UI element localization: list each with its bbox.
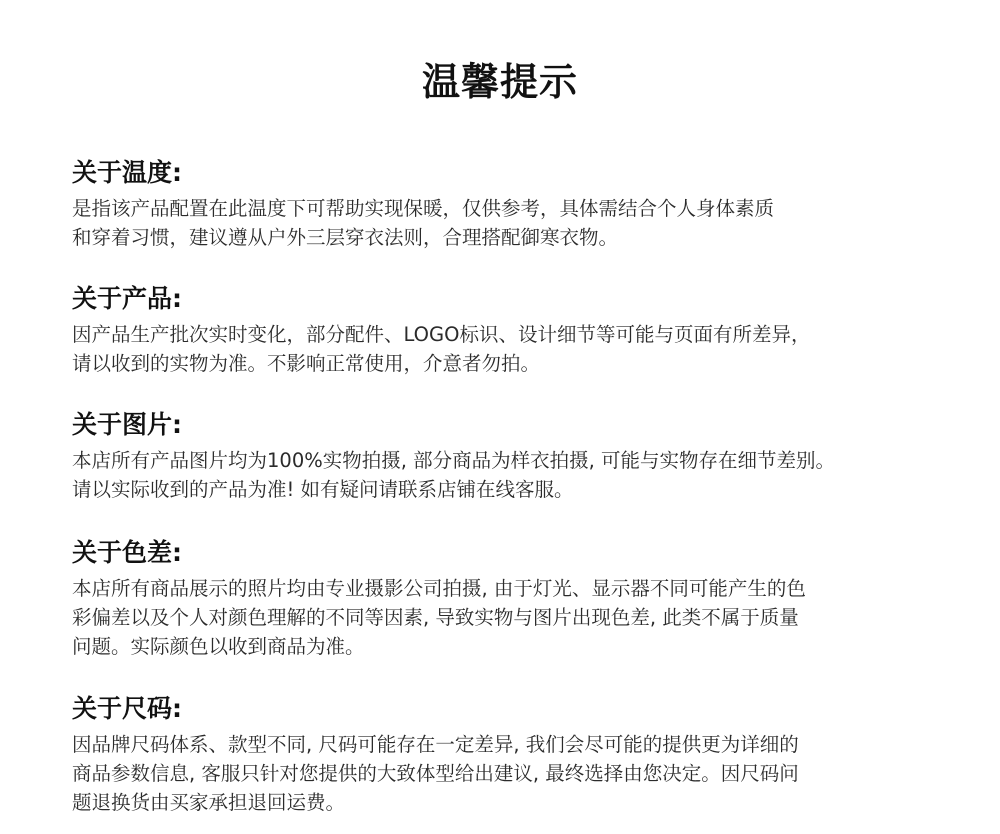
section-heading: 关于温度: [72, 158, 182, 187]
section-product [72, 282, 952, 378]
body-line: 本店所有商品展示的照片均由专业摄影公司拍摄, 由于灯光、显示器不同可能产生的色 [72, 577, 806, 600]
body-line: 请以收到的实物为准。不影响正常使用，介意者勿拍。 [72, 352, 541, 375]
section-body [72, 730, 952, 817]
section-temperature [72, 156, 952, 252]
body-line: 本店所有产品图片均为100%实物拍摄, 部分商品为样衣拍摄, 可能与实物存在细节差别。 [72, 449, 836, 472]
section-body [72, 446, 952, 504]
section-color-difference [72, 536, 952, 661]
section-heading: 关于产品: [72, 284, 182, 313]
body-line: 题退换货由买家承担退回运费。 [72, 791, 346, 814]
section-images [72, 408, 952, 504]
body-line: 是指该产品配置在此温度下可帮助实现保暖，仅供参考，具体需结合个人身体素质 [72, 197, 775, 220]
section-body [72, 194, 952, 252]
page-title: 温馨提示 [421, 60, 578, 104]
body-line: 因产品生产批次实时变化，部分配件、LOGO标识、设计细节等可能与页面有所差异， [72, 323, 811, 346]
section-body [72, 574, 952, 661]
body-line: 请以实际收到的产品为准! 如有疑问请联系店铺在线客服。 [72, 478, 574, 501]
body-line: 因品牌尺码体系、款型不同, 尺码可能存在一定差异, 我们会尽可能的提供更为详细的 [72, 733, 799, 756]
body-line: 问题。实际颜色以收到商品为准。 [72, 635, 365, 658]
section-size [72, 692, 952, 817]
section-body [72, 320, 952, 378]
body-line: 商品参数信息, 客服只针对您提供的大致体型给出建议, 最终选择由您决定。因尺码问 [72, 762, 799, 785]
section-heading: 关于图片: [72, 410, 182, 439]
section-heading: 关于尺码: [72, 694, 182, 723]
body-line: 和穿着习惯，建议遵从户外三层穿衣法则，合理搭配御寒衣物。 [72, 226, 619, 249]
section-heading: 关于色差: [72, 538, 182, 567]
body-line: 彩偏差以及个人对颜色理解的不同等因素, 导致实物与图片出现色差, 此类不属于质量 [72, 606, 799, 629]
